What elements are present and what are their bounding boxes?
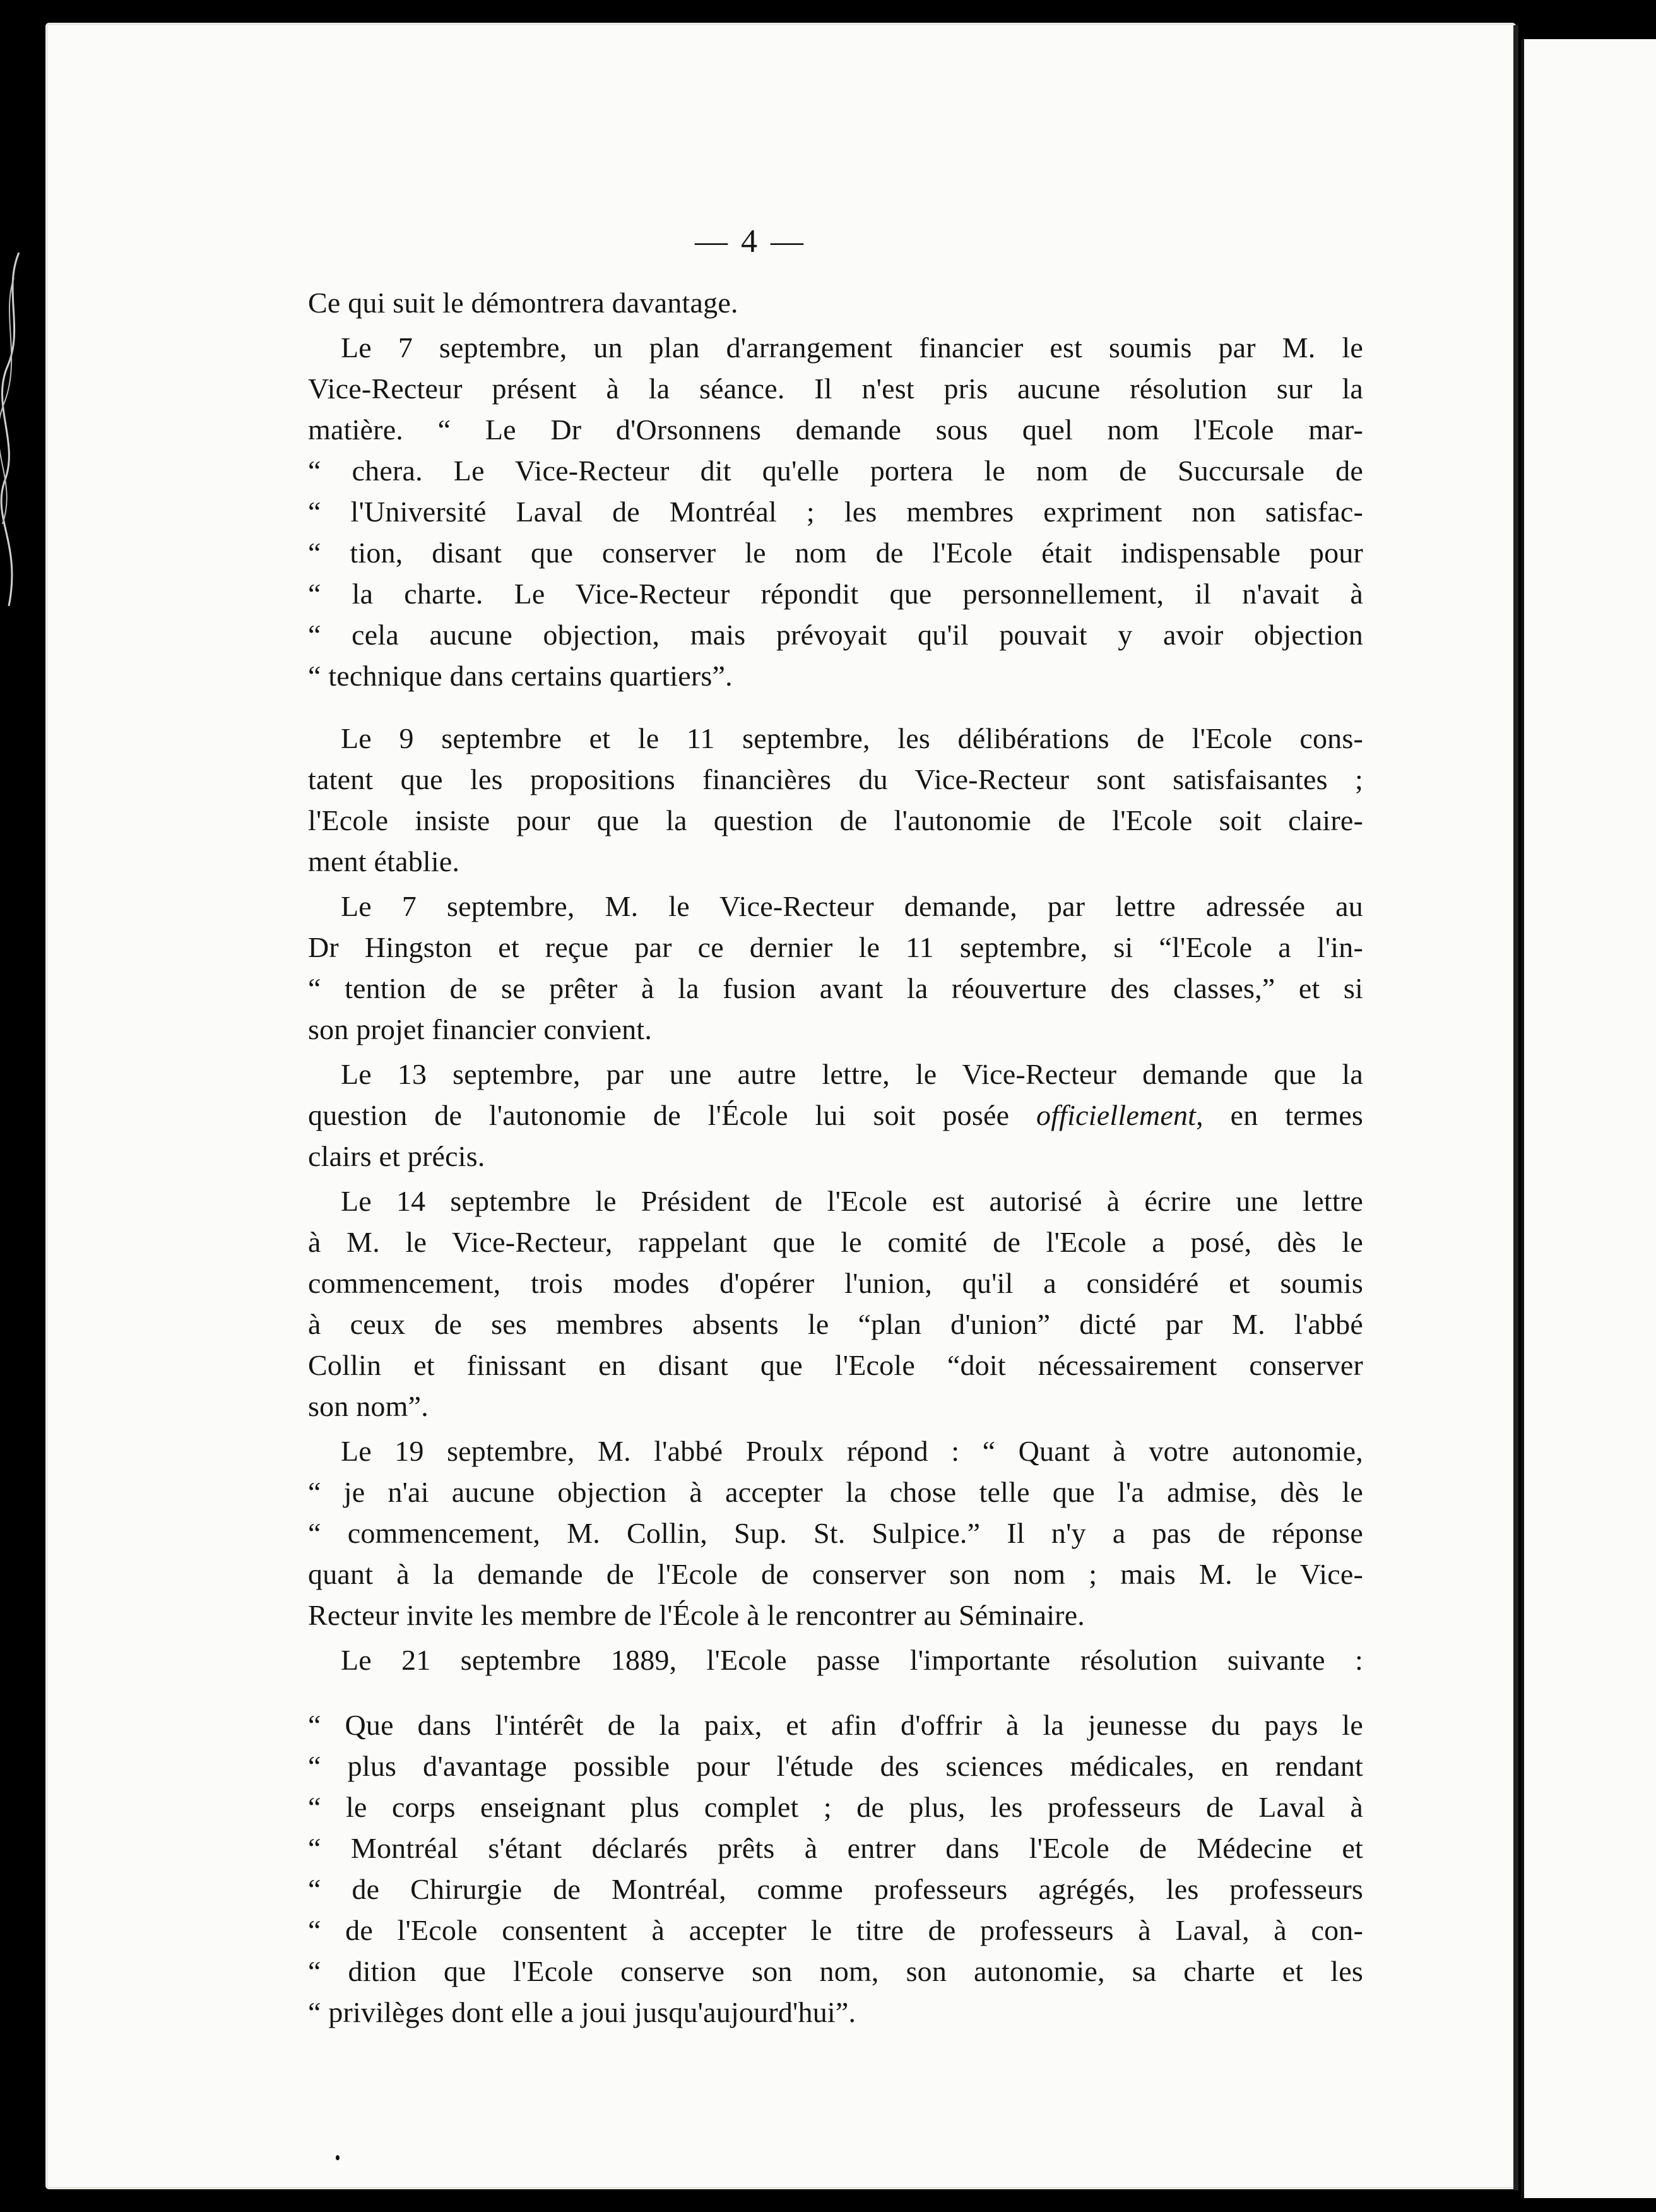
text-line: Collin et finissant en disant que l'Ecole “doit nécessairement conserver bbox=[308, 1349, 1363, 1381]
text-fragment: , en termes bbox=[1196, 1099, 1364, 1131]
text-line: “ cela aucune objection, mais prévoyait qu'il pouvait y avoir objection bbox=[308, 619, 1363, 651]
quote-line: “ Montréal s'étant déclarés prêts à entrer dans l'Ecole de Médecine et bbox=[308, 1832, 1363, 1864]
text-line: Le 14 septembre le Président de l'Ecole est autorisé à écrire une lettre bbox=[341, 1185, 1363, 1217]
text-line: “ tion, disant que conserver le nom de l'Ecole était indispensable pour bbox=[308, 537, 1363, 569]
text-line: Le 7 septembre, M. le Vice-Recteur demande, par lettre adressée au bbox=[341, 890, 1363, 922]
text-line: “ l'Université Laval de Montréal ; les membres expriment non satisfac- bbox=[308, 496, 1363, 528]
emphasized-word: officiellement bbox=[1036, 1099, 1197, 1131]
ink-speck bbox=[336, 2155, 340, 2160]
adjacent-page-edge bbox=[1521, 39, 1656, 2198]
paragraph bbox=[308, 1180, 1363, 1427]
paragraph bbox=[308, 1639, 1363, 1680]
paragraph bbox=[308, 886, 1363, 1050]
page-edge bbox=[1513, 25, 1518, 2191]
text-line: “ commencement, M. Collin, Sup. St. Sulpice.” Il n'y a pas de réponse bbox=[308, 1517, 1363, 1549]
text-line: l'Ecole insiste pour que la question de l'autonomie de l'Ecole soit claire- bbox=[308, 804, 1363, 836]
text-line: clairs et précis. bbox=[308, 1140, 485, 1172]
text-line: “ tention de se prêter à la fusion avant la réouverture des classes,” et si bbox=[308, 972, 1363, 1004]
text-line: Le 9 septembre et le 11 septembre, les délibérations de l'Ecole cons- bbox=[341, 722, 1363, 754]
page-text bbox=[308, 221, 1363, 2033]
text-line: Le 19 septembre, M. l'abbé Proulx répond : “ Quant à votre autonomie, bbox=[341, 1435, 1363, 1467]
quote-line: “ plus d'avantage possible pour l'étude des sciences médicales, en rendant bbox=[308, 1750, 1363, 1782]
paragraph bbox=[308, 1430, 1363, 1636]
text-line: Vice-Recteur présent à la séance. Il n'est pris aucune résolution sur la bbox=[308, 372, 1363, 405]
text-line: “ je n'ai aucune objection à accepter la chose telle que l'a admise, dès le bbox=[308, 1476, 1363, 1508]
text-fragment: question de l'autonomie de l'École lui soit posée bbox=[308, 1099, 1010, 1131]
page-number: — 4 — bbox=[695, 223, 806, 259]
text-line: “ chera. Le Vice-Recteur dit qu'elle portera le nom de Succursale de bbox=[308, 455, 1363, 487]
text-line: Le 7 septembre, un plan d'arrangement financier est soumis par M. le bbox=[341, 331, 1363, 364]
binding-thread bbox=[0, 253, 25, 606]
quote-line: “ privilèges dont elle a joui jusqu'aujourd'hui”. bbox=[308, 1996, 856, 2028]
text-line: “ la charte. Le Vice-Recteur répondit que personnellement, il n'avait à bbox=[308, 578, 1363, 610]
text-line: Le 13 septembre, par une autre lettre, le Vice-Recteur demande que la bbox=[341, 1058, 1363, 1090]
text-line: Le 21 septembre 1889, l'Ecole passe l'importante résolution suivante : bbox=[341, 1644, 1363, 1676]
quote-line: “ Que dans l'intérêt de la paix, et afin d'offrir à la jeunesse du pays le bbox=[308, 1709, 1363, 1741]
text-line: ment établie. bbox=[308, 845, 460, 877]
text-line: son nom”. bbox=[308, 1390, 429, 1422]
resolution-quote bbox=[308, 1704, 1363, 2033]
text-line bbox=[308, 1095, 1363, 1136]
text-line: à ceux de ses membres absents le “plan d'union” dicté par M. l'abbé bbox=[308, 1308, 1363, 1340]
quote-line: “ de Chirurgie de Montréal, comme professeurs agrégés, les professeurs bbox=[308, 1873, 1363, 1905]
paragraph bbox=[308, 718, 1363, 882]
text-line: Ce qui suit le démontrera davantage. bbox=[308, 287, 738, 319]
paragraph bbox=[308, 282, 1363, 323]
text-line: tatent que les propositions financières du Vice-Recteur sont satisfaisantes ; bbox=[308, 763, 1363, 795]
quote-line: “ le corps enseignant plus complet ; de plus, les professeurs de Laval à bbox=[308, 1791, 1363, 1823]
quote-line: “ de l'Ecole consentent à accepter le titre de professeurs à Laval, à con- bbox=[308, 1914, 1363, 1946]
text-line: matière. “ Le Dr d'Orsonnens demande sous quel nom l'Ecole mar- bbox=[308, 413, 1363, 446]
text-line: quant à la demande de l'Ecole de conserver son nom ; mais M. le Vice- bbox=[308, 1558, 1363, 1590]
text-line: Recteur invite les membre de l'École à le rencontrer au Séminaire. bbox=[308, 1599, 1085, 1631]
paragraph bbox=[308, 1054, 1363, 1177]
text-line: son projet financier convient. bbox=[308, 1013, 653, 1045]
text-line: “ technique dans certains quartiers”. bbox=[308, 660, 733, 692]
text-line: à M. le Vice-Recteur, rappelant que le comité de l'Ecole a posé, dès le bbox=[308, 1226, 1363, 1258]
quote-line: “ dition que l'Ecole conserve son nom, son autonomie, sa charte et les bbox=[308, 1955, 1363, 1987]
text-line: commencement, trois modes d'opérer l'union, qu'il a considéré et soumis bbox=[308, 1267, 1363, 1299]
text-line: Dr Hingston et reçue par ce dernier le 11 septembre, si “l'Ecole a l'in- bbox=[308, 931, 1363, 963]
paragraph bbox=[308, 327, 1363, 696]
